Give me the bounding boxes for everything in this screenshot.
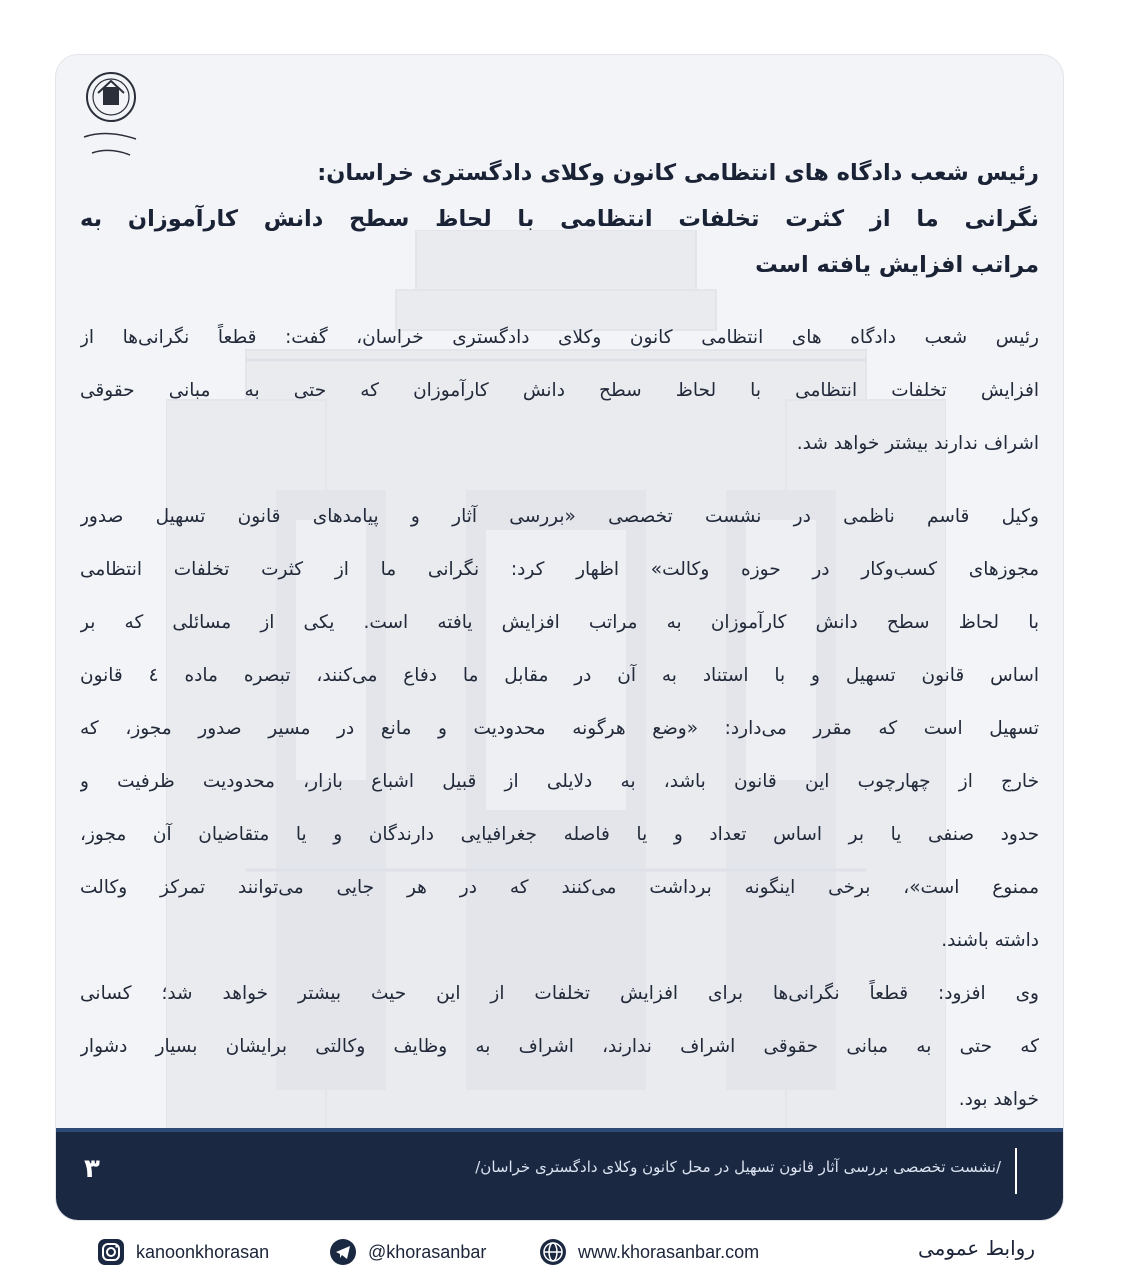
paragraph-line: حدود صنفی یا بر اساس تعداد و یا فاصله جغرافیایی دارندگان و یا متقاضیان آن مجوز، bbox=[80, 824, 1039, 845]
paragraph-line: ممنوع است»، برخی اینگونه برداشت می‌کنند که در هر جایی می‌توانند تمرکز وکالت bbox=[80, 877, 1039, 898]
telegram-handle: @khorasanbar bbox=[368, 1241, 487, 1262]
document-card bbox=[56, 55, 1063, 1220]
paragraph-1 bbox=[80, 311, 1039, 470]
paragraph-line: که حتی به مبانی حقوقی اشراف ندارند، اشراف به وظایف وکالتی برایشان بسیار دشوار bbox=[80, 1036, 1039, 1057]
instagram-icon bbox=[96, 1237, 126, 1267]
website-link[interactable] bbox=[538, 1236, 759, 1268]
instagram-handle: kanoonkhorasan bbox=[136, 1241, 270, 1262]
headline bbox=[80, 150, 1039, 288]
paragraph-line: رئیس شعب دادگاه های انتظامی کانون وکلای دادگستری خراسان، گفت: قطعاً نگرانی‌ها از bbox=[80, 327, 1039, 348]
caption-separator bbox=[1015, 1148, 1017, 1194]
headline-line: مراتب افزایش یافته است bbox=[755, 252, 1039, 278]
headline-line: نگرانی ما از کثرت تخلفات انتظامی با لحاظ سطح دانش کارآموزان به bbox=[80, 206, 1039, 232]
telegram-icon bbox=[328, 1237, 358, 1267]
globe-icon bbox=[538, 1237, 568, 1267]
website-url: www.khorasanbar.com bbox=[578, 1241, 760, 1262]
paragraph-line: مجوزهای کسب‌وکار در حوزه وکالت» اظهار کرد: نگرانی ما از کثرت تخلفات انتظامی bbox=[80, 559, 1039, 580]
paragraph-line: داشته باشند. bbox=[941, 930, 1039, 951]
footer-caption: /نشست تخصصی بررسی آثار قانون تسهیل در محل کانون وکلای دادگستری خراسان/ bbox=[475, 1158, 1001, 1176]
paragraph-line: وکیل قاسم ناظمی در نشست تخصصی «بررسی آثار و پیامدهای قانون تسهیل صدور bbox=[80, 506, 1039, 527]
paragraph-line: خواهد بود. bbox=[958, 1089, 1039, 1110]
paragraph-line: اساس قانون تسهیل و با استناد به آن در مقابل ما دفاع می‌کنند، تبصره ماده ٤ قانون bbox=[80, 665, 1039, 686]
page-number: ۳ bbox=[84, 1154, 100, 1184]
social-bar bbox=[0, 1222, 1123, 1280]
instagram-link[interactable] bbox=[96, 1236, 269, 1268]
footer-bar bbox=[56, 1128, 1063, 1220]
public-relations-label: روابط عمومی bbox=[918, 1236, 1035, 1260]
telegram-link[interactable] bbox=[328, 1236, 486, 1268]
paragraph-2 bbox=[80, 490, 1039, 967]
paragraph-3 bbox=[80, 967, 1039, 1126]
paragraph-line: تسهیل است که مقرر می‌دارد: «وضع هرگونه محدودیت و مانع در مسیر صدور مجوز، که bbox=[80, 718, 1039, 739]
paragraph-line: خارج از چهارچوب این قانون باشد، به دلایلی از قبیل اشباع بازار، محدودیت ظرفیت و bbox=[80, 771, 1039, 792]
paragraph-line: وی افزود: قطعاً نگرانی‌ها برای افزایش تخلفات از این حیث بیشتر خواهد شد؛ کسانی bbox=[80, 983, 1039, 1004]
paragraph-line: با لحاظ سطح دانش کارآموزان به مراتب افزایش یافته است. یکی از مسائلی که بر bbox=[80, 612, 1039, 633]
headline-line: رئیس شعب دادگاه های انتظامی کانون وکلای دادگستری خراسان: bbox=[317, 160, 1039, 186]
paragraph-line: افزایش تخلفات انتظامی با لحاظ سطح دانش کارآموزان که حتی به مبانی حقوقی bbox=[80, 380, 1039, 401]
paragraph-line: اشراف ندارند بیشتر خواهد شد. bbox=[796, 433, 1039, 454]
footer-accent-line bbox=[56, 1128, 1063, 1132]
